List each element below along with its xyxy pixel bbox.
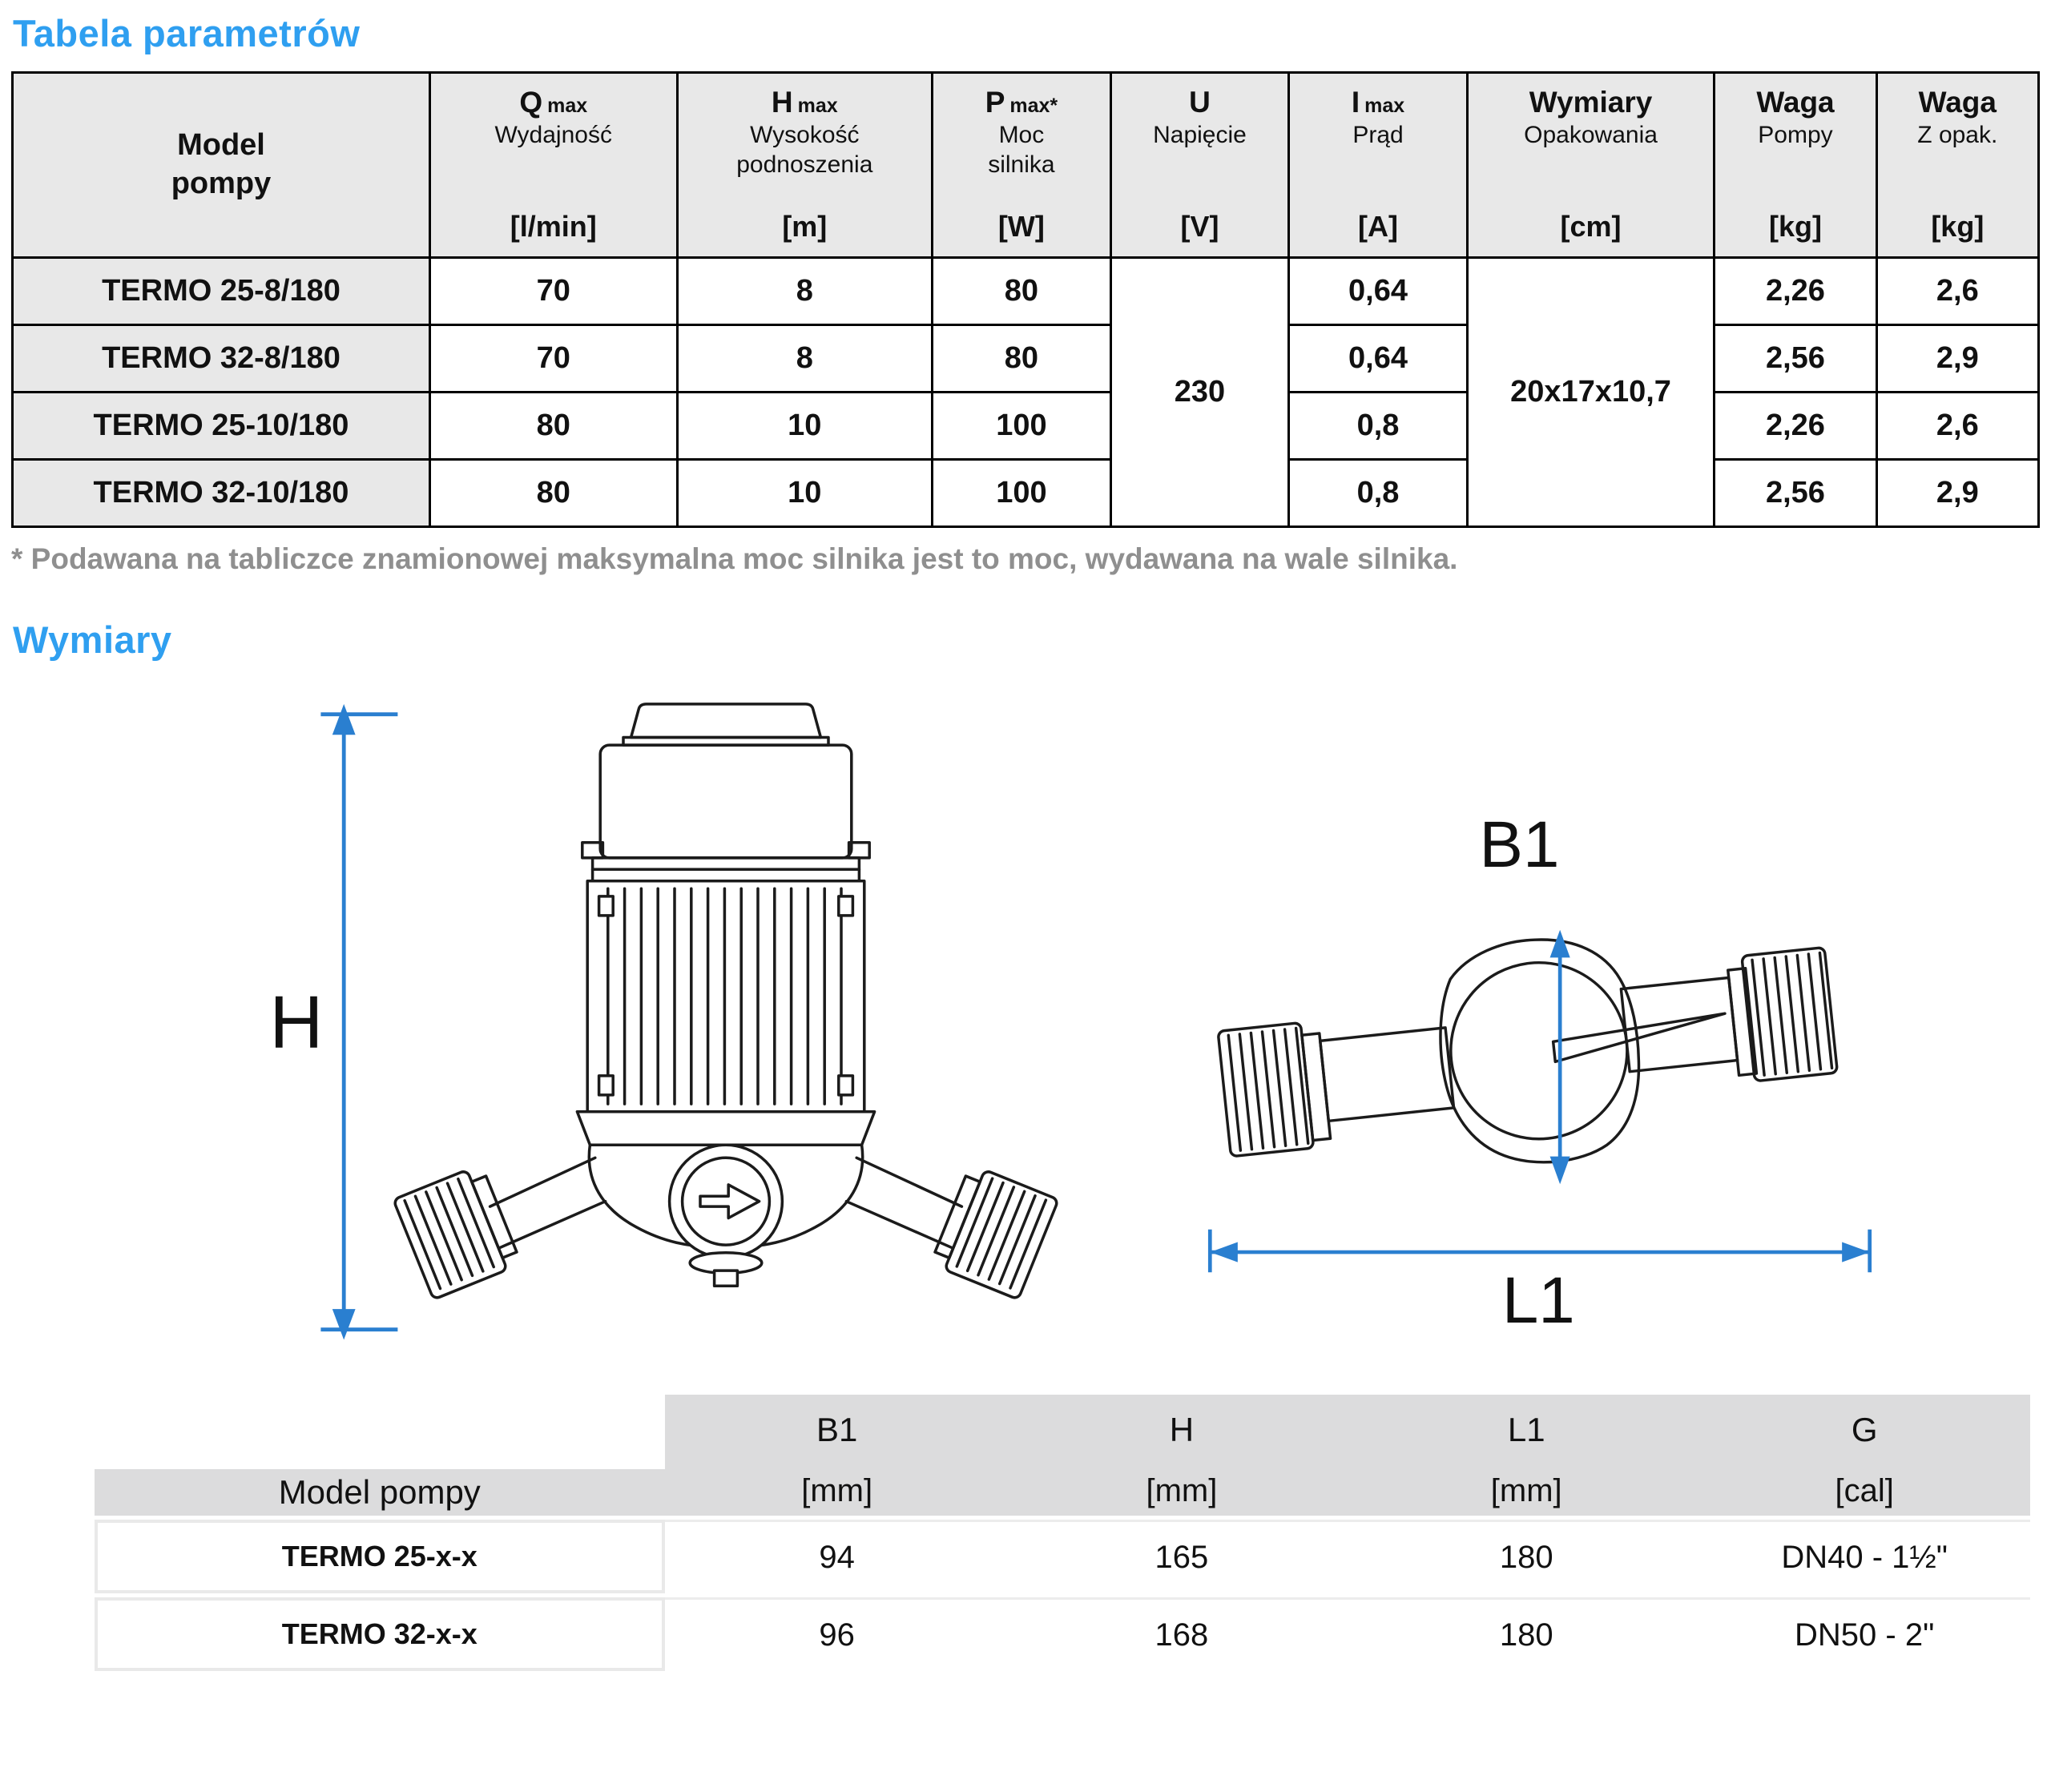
cell-packed-weight: 2,9 — [1876, 460, 2038, 527]
cell-hmax: 10 — [677, 460, 933, 527]
dims-cell-l1: 180 — [1354, 1597, 1698, 1671]
dims-cell-b1: 94 — [665, 1520, 1009, 1593]
dims-cell-l1: 180 — [1354, 1520, 1698, 1593]
dims-cell-g: DN50 - 2" — [1698, 1597, 2030, 1671]
dimension-h-label: H — [269, 980, 324, 1064]
col-header-package-dims: Wymiary Opakowania [cm] — [1467, 73, 1715, 258]
dims-cell-g: DN40 - 1½" — [1698, 1520, 2030, 1593]
pump-side-view-drawing — [1187, 814, 1892, 1335]
dimension-b1-label: B1 — [1479, 814, 1560, 882]
col-header-model: Model pompy — [13, 73, 430, 258]
cell-packed-weight: 2,9 — [1876, 325, 2038, 393]
cell-pump-weight: 2,56 — [1715, 325, 1876, 393]
motor-power-footnote: * Podawana na tabliczce znamionowej maksymalna moc silnika jest to moc, wydawana na wale silnika. — [11, 542, 1458, 575]
col-header-packed-weight: Waga Z opak. [kg] — [1876, 73, 2038, 258]
cell-model: TERMO 32-8/180 — [13, 325, 430, 393]
params-section-title: Tabela parametrów — [13, 12, 361, 54]
cell-pmax: 100 — [933, 460, 1111, 527]
cell-packed-weight: 2,6 — [1876, 258, 2038, 325]
cell-pump-weight: 2,26 — [1715, 393, 1876, 460]
dims-model-header: Model pompy — [95, 1469, 665, 1516]
cell-packed-weight: 2,6 — [1876, 393, 2038, 460]
cell-pmax: 80 — [933, 258, 1111, 325]
cell-hmax: 8 — [677, 258, 933, 325]
header-row — [13, 73, 2039, 258]
col-header-imax: I max Prąd [A] — [1289, 73, 1468, 258]
cell-pmax: 80 — [933, 325, 1111, 393]
cell-hmax: 10 — [677, 393, 933, 460]
cell-model: TERMO 25-10/180 — [13, 393, 430, 460]
cell-voltage: 230 — [1110, 258, 1289, 527]
dims-cell-h: 165 — [1009, 1520, 1354, 1593]
cell-model: TERMO 32-10/180 — [13, 460, 430, 527]
pump-front-view-drawing — [264, 694, 1059, 1345]
dims-cell-h: 168 — [1009, 1597, 1354, 1671]
col-header-voltage: U Napięcie [V] — [1110, 73, 1289, 258]
dimension-l1-label: L1 — [1501, 1264, 1575, 1335]
cell-pmax: 100 — [933, 393, 1111, 460]
cell-imax: 0,8 — [1289, 393, 1468, 460]
dims-section-title: Wymiary — [13, 618, 172, 661]
dims-header-spacer — [95, 1395, 665, 1465]
h-dimension — [320, 715, 397, 1330]
col-header-pump-weight: Waga Pompy [kg] — [1715, 73, 1876, 258]
dims-cell-b1: 96 — [665, 1597, 1009, 1671]
col-header-qmax: Q max Wydajność [l/min] — [429, 73, 677, 258]
table-row — [13, 325, 2039, 393]
dims-col-header-g: G [cal] — [1698, 1395, 2030, 1516]
dims-col-header-l1: L1 [mm] — [1354, 1395, 1698, 1516]
table-row — [13, 393, 2039, 460]
dims-col-header-h: H [mm] — [1009, 1395, 1354, 1516]
col-header-hmax: H max Wysokość podnoszenia [m] — [677, 73, 933, 258]
dims-cell-model: TERMO 32-x-x — [95, 1597, 665, 1671]
dims-cell-model: TERMO 25-x-x — [95, 1520, 665, 1593]
cell-model: TERMO 25-8/180 — [13, 258, 430, 325]
dims-col-header-b1: B1 [mm] — [665, 1395, 1009, 1516]
dimension-drawings — [0, 694, 2051, 1345]
cell-qmax: 70 — [429, 258, 677, 325]
cell-hmax: 8 — [677, 325, 933, 393]
col-header-pmax: P max* Moc silnika [W] — [933, 73, 1111, 258]
parameters-table — [11, 71, 2040, 528]
cell-qmax: 80 — [429, 393, 677, 460]
dimensions-table — [95, 1395, 2030, 1671]
cell-imax: 0,8 — [1289, 460, 1468, 527]
cell-imax: 0,64 — [1289, 325, 1468, 393]
cell-imax: 0,64 — [1289, 258, 1468, 325]
cell-pump-weight: 2,56 — [1715, 460, 1876, 527]
table-row — [13, 460, 2039, 527]
cell-pump-weight: 2,26 — [1715, 258, 1876, 325]
table-row — [13, 258, 2039, 325]
cell-package-dims: 20x17x10,7 — [1467, 258, 1715, 527]
cell-qmax: 80 — [429, 460, 677, 527]
cell-qmax: 70 — [429, 325, 677, 393]
